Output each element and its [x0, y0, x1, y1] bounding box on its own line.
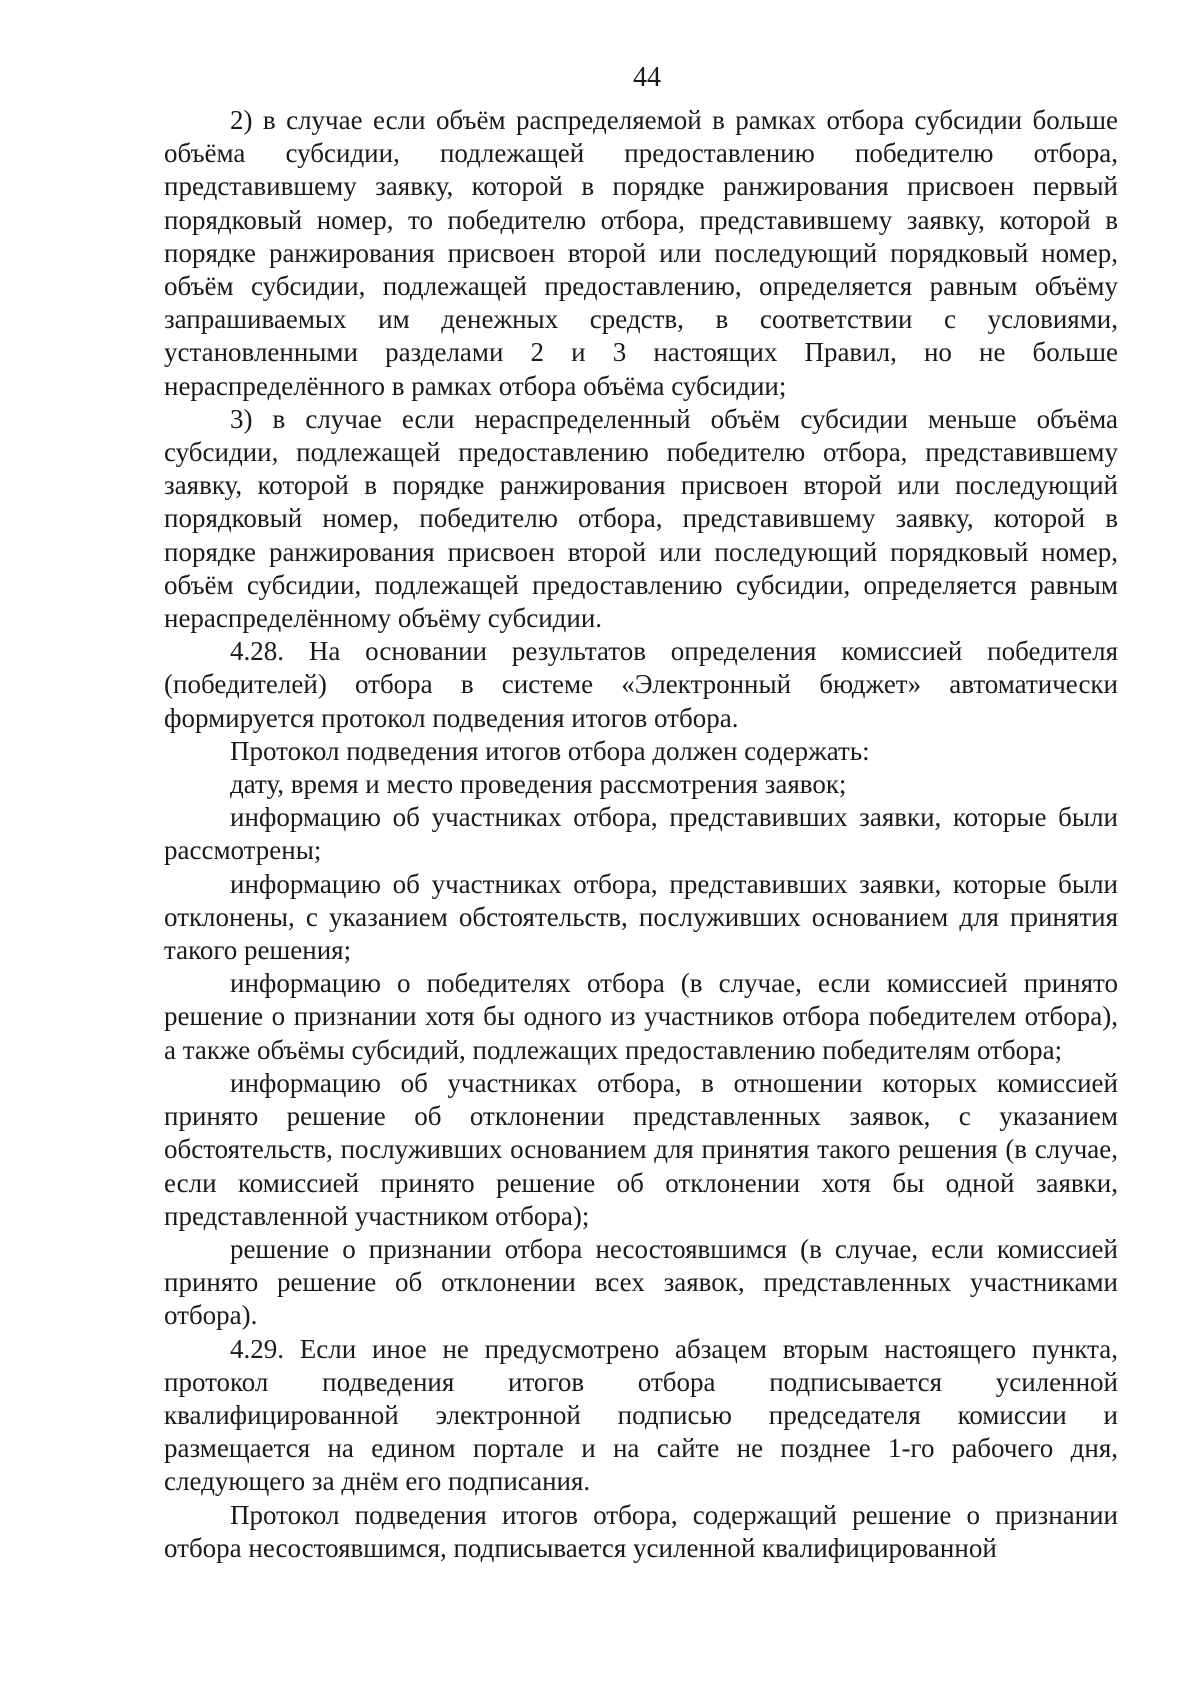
paragraph: Протокол подведения итогов отбора, содержащий решение о признании отбора несостоявшимся, подписывается усиленной квалифицированной	[164, 1499, 1118, 1563]
paragraph: информацию об участниках отбора, представивших заявки, которые были отклонены, с указанием обстоятельств, послуживших основанием для принятия такого решения;	[164, 868, 1118, 966]
page-number: 44	[633, 62, 661, 93]
paragraph: 3) в случае если нераспределенный объём субсидии меньше объёма субсидии, подлежащей предоставлению победителю отбора, представившему заявку, которой в порядке ранжирования присвоен второй или последующий порядковый номер, победителю отбора, представившему заявку, которой в порядке ранжирования присвоен второй или последующий порядковый номер, объём субсидии, подлежащей предоставлению субсидии, определяется равным нераспределённому объёму субсидии.	[164, 403, 1118, 634]
document-body	[164, 104, 1118, 1565]
paragraph: дату, время и место проведения рассмотрения заявок;	[230, 769, 847, 800]
paragraph: решение о признании отбора несостоявшимся (в случае, если комиссией принято решение об отклонении всех заявок, представленных участниками отбора).	[164, 1233, 1118, 1331]
paragraph: информацию об участниках отбора, в отношении которых комиссией принято решение об отклонении представленных заявок, с указанием обстоятельств, послуживших основанием для принятия такого решения (в случае, если комиссией принято решение об отклонении хотя бы одной заявки, представленной участником отбора);	[164, 1067, 1118, 1231]
paragraph: информацию об участниках отбора, представивших заявки, которые были рассмотрены;	[164, 802, 1118, 866]
paragraph: Протокол подведения итогов отбора должен содержать:	[230, 735, 870, 766]
paragraph: информацию о победителях отбора (в случае, если комиссией принято решение о признании хотя бы одного из участников отбора победителем отбора), а также объёмы субсидий, подлежащих предоставлению победителям отбора;	[164, 968, 1118, 1065]
paragraph: 4.29. Если иное не предусмотрено абзацем вторым настоящего пункта, протокол подведения итогов отбора подписывается усиленной квалифицированной электронной подписью председателя комиссии и размещается на едином портале и на сайте не позднее 1-го рабочего дня, следующего за днём его подписания.	[164, 1333, 1118, 1497]
paragraph: 2) в случае если объём распределяемой в рамках отбора субсидии больше объёма субсидии, подлежащей предоставлению победителю отбора, представившему заявку, которой в порядке ранжирования присвоен первый порядковый номер, то победителю отбора, представившему заявку, которой в порядке ранжирования присвоен второй или последующий порядковый номер, объём субсидии, подлежащей предоставлению, определяется равным объёму запрашиваемых им денежных средств, в соответствии с условиями, установленными разделами 2 и 3 настоящих Правил, но не больше нераспределённого в рамках отбора объёма субсидии;	[164, 105, 1118, 401]
paragraph: 4.28. На основании результатов определения комиссией победителя (победителей) отбора в системе «Электронный бюджет» автоматически формируется протокол подведения итогов отбора.	[164, 636, 1118, 733]
